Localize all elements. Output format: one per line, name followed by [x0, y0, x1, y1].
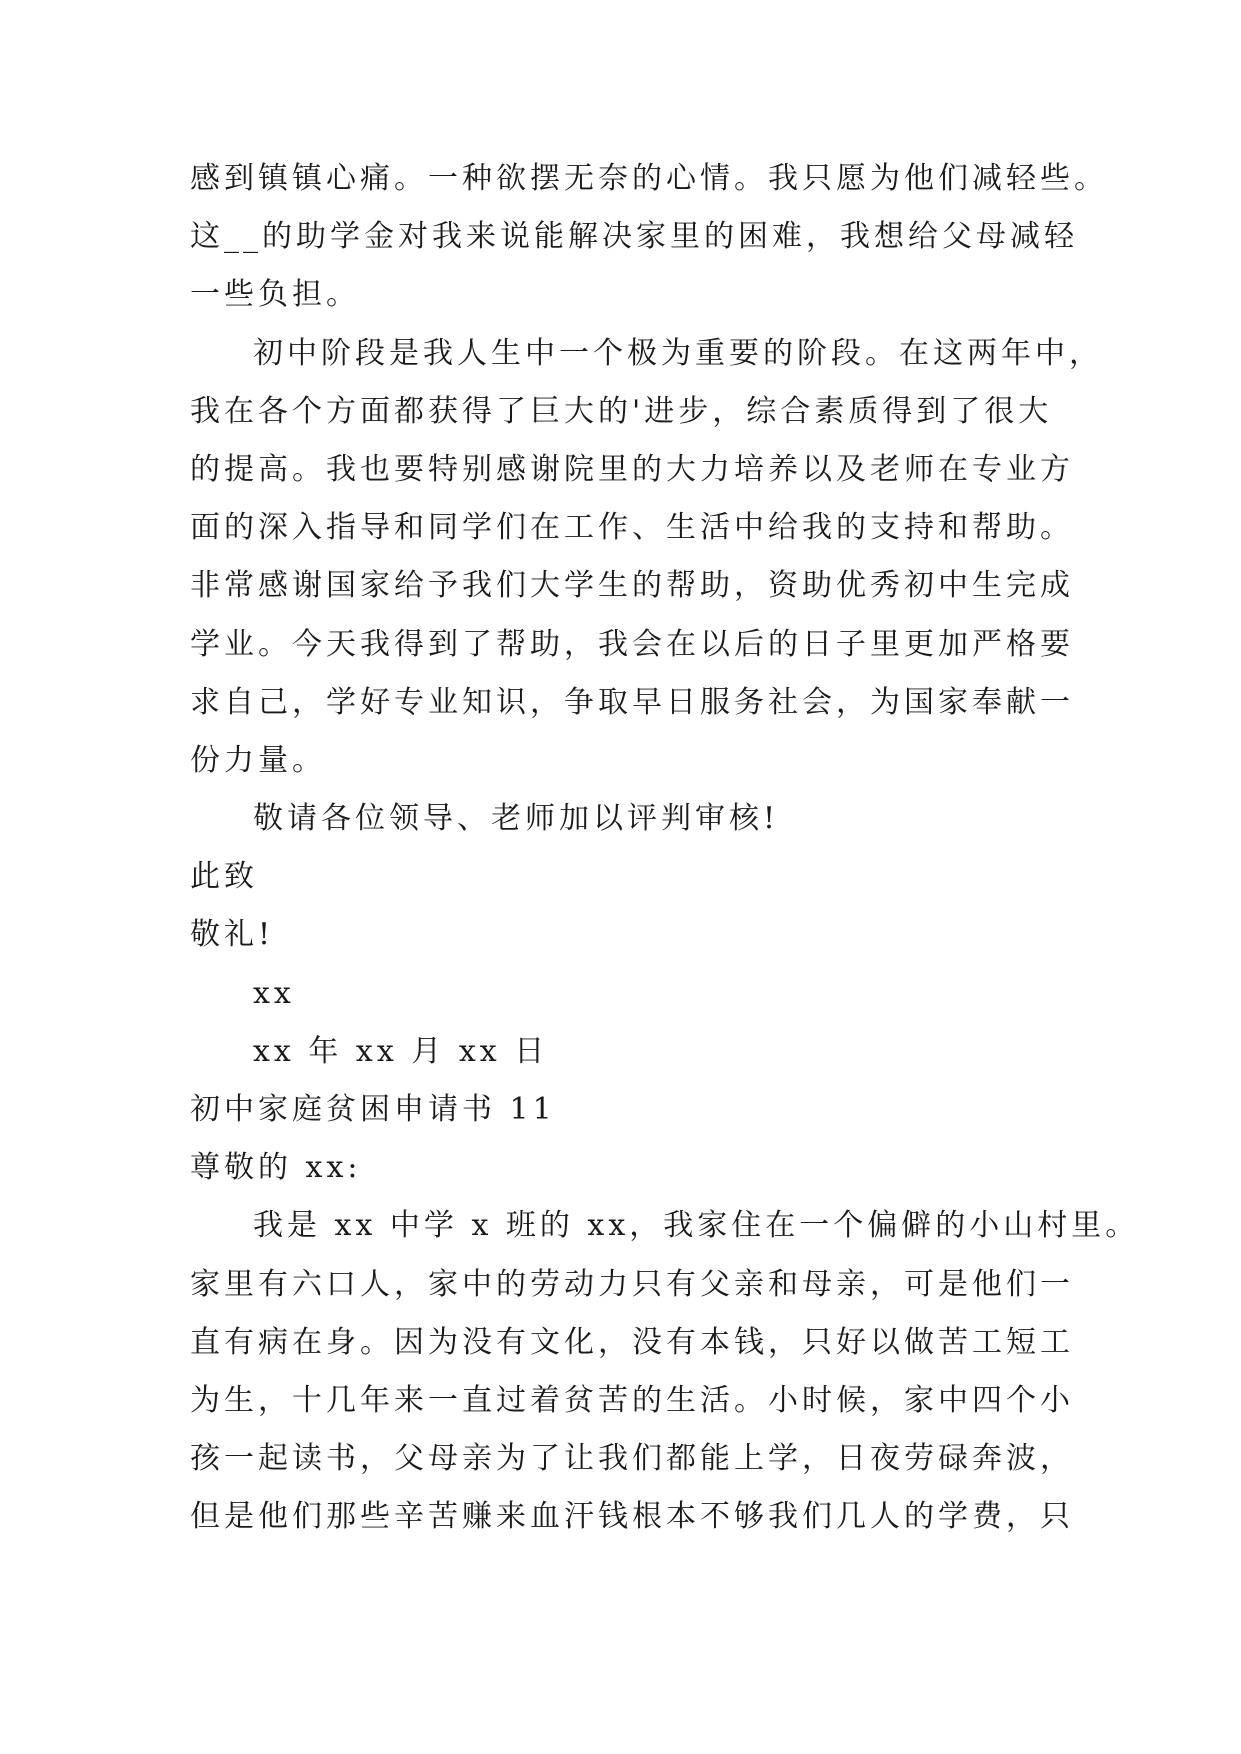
text-line-8: 非常感谢国家给予我们大学生的帮助，资助优秀初中生完成 [190, 568, 1074, 604]
signature-name: xx [253, 975, 295, 1011]
review-request-line: 敬请各位领导、老师加以评判审核! [253, 801, 780, 837]
section-title: 初中家庭贫困申请书 11 [190, 1092, 556, 1127]
text-line-10: 求自己，学好专业知识，争取早日服务社会，为国家奉献一 [190, 684, 1074, 720]
text-line-24: 但是他们那些辛苦赚来血汗钱根本不够我们几人的学费，只 [190, 1499, 1074, 1535]
text-line-7: 面的深入指导和同学们在工作、生活中给我的支持和帮助。 [190, 510, 1074, 546]
text-line-22: 为生，十几年来一直过着贫苦的生活。小时候，家中四个小 [190, 1382, 1074, 1418]
text-line-21: 直有病在身。因为没有文化，没有本钱，只好以做苦工短工 [190, 1324, 1074, 1360]
closing-regards: 敬礼! [190, 917, 275, 953]
paragraph-start-line: 初中阶段是我人生中一个极为重要的阶段。在这两年中， [253, 335, 1103, 371]
text-line-2: 这__的助学金对我来说能解决家里的困难，我想给父母减轻 [190, 219, 1078, 255]
text-line-5: 我在各个方面都获得了巨大的'进步，综合素质得到了很大 [190, 393, 1053, 429]
text-line-1: 感到镇镇心痛。一种欲摆无奈的心情。我只愿为他们减轻些。 [190, 161, 1108, 196]
text-line-6: 的提高。我也要特别感谢院里的大力培养以及老师在专业方 [190, 451, 1074, 487]
text-line-9: 学业。今天我得到了帮助，我会在以后的日子里更加严格要 [190, 626, 1074, 662]
closing-salutation: 此致 [190, 859, 258, 895]
greeting: 尊敬的 xx: [190, 1150, 362, 1186]
text-line-3: 一些负担。 [190, 277, 360, 313]
text-line-23: 孩一起读书，父母亲为了让我们都能上学，日夜劳碌奔波， [190, 1441, 1074, 1477]
signature-date: xx 年 xx 月 xx 日 [253, 1033, 549, 1069]
text-line-20: 家里有六口人，家中的劳动力只有父亲和母亲，可是他们一 [190, 1266, 1074, 1302]
document-page [190, 150, 1140, 1547]
paragraph-start-line: 我是 xx 中学 x 班的 xx，我家住在一个偏僻的小山村里。 [253, 1208, 1140, 1244]
text-line-11: 份力量。 [190, 742, 326, 778]
